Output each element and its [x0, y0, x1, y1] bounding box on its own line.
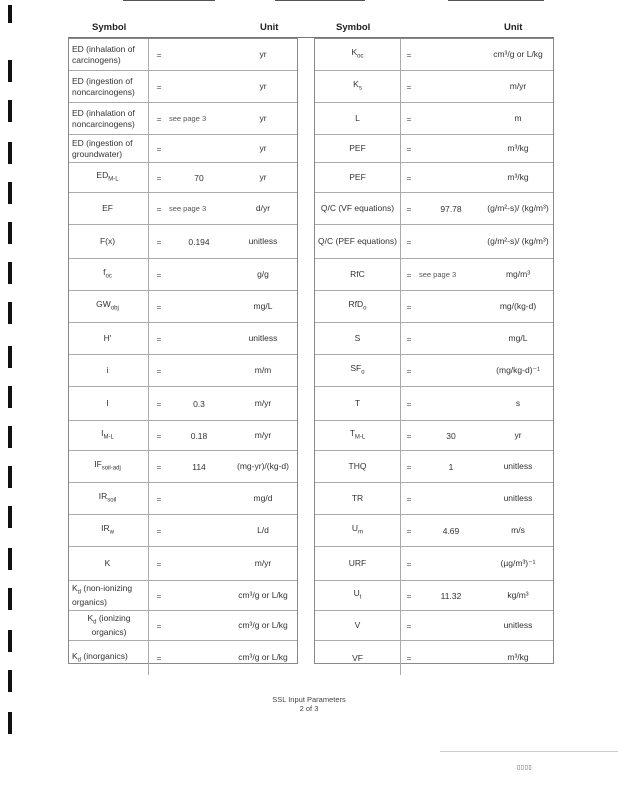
parameter-row — [315, 611, 553, 641]
symbol-subscript: t — [359, 595, 362, 602]
symbol-subscript: s — [358, 86, 362, 93]
parameter-value: 70 — [194, 172, 204, 183]
symbol-text: RfD — [348, 299, 364, 310]
parameter-value — [169, 355, 229, 386]
symbol-subscript: o — [363, 306, 367, 313]
symbol-text: Q/C (PEF equations) — [318, 236, 397, 247]
parameter-row — [69, 163, 297, 193]
parameter-symbol — [315, 581, 401, 610]
parameter-symbol — [69, 611, 149, 640]
equals-sign: = — [156, 333, 162, 344]
symbol-header-left: Symbol — [92, 22, 127, 33]
parameter-row — [69, 515, 297, 547]
table-header — [68, 20, 554, 38]
parameter-symbol — [315, 103, 401, 134]
parameter-row — [69, 135, 297, 163]
equals-sign: = — [406, 430, 412, 441]
parameter-value — [419, 291, 483, 322]
equals-sign: = — [156, 653, 162, 663]
equals-sign: = — [156, 301, 162, 312]
parameter-value: 4.69 — [442, 525, 460, 536]
parameter-symbol — [315, 387, 401, 420]
binding-mark — [8, 588, 12, 610]
parameter-unit: yr — [259, 142, 267, 153]
parameter-row — [315, 547, 553, 581]
parameter-symbol — [69, 547, 149, 580]
parameter-row — [69, 451, 297, 483]
equals-sign: = — [406, 81, 412, 92]
symbol-text: VF — [352, 652, 363, 663]
symbol-text: K — [104, 558, 111, 569]
parameter-value — [419, 323, 483, 354]
parameter-value — [419, 71, 483, 102]
equals-sign: = — [406, 333, 412, 344]
equals-sign: = — [406, 365, 412, 376]
symbol-text: ED (inhalation of noncarcinogens) — [72, 107, 135, 129]
parameter-unit: kg/m³ — [507, 589, 529, 600]
parameter-unit: mg/L — [508, 332, 528, 343]
parameter-unit: m³/kg — [507, 171, 529, 182]
parameter-symbol — [69, 323, 149, 354]
parameter-unit: cm³/g or L/kg — [238, 589, 288, 600]
parameter-value: 1 — [448, 461, 454, 472]
parameter-value — [419, 355, 483, 386]
parameter-row — [315, 483, 553, 515]
parameter-row — [69, 581, 297, 611]
parameter-symbol — [69, 421, 149, 450]
parameter-symbol — [69, 515, 149, 546]
symbol-text: EF — [102, 203, 113, 214]
parameter-value — [419, 225, 483, 258]
parameter-unit: m³/kg — [507, 142, 529, 153]
parameter-unit: L/d — [257, 524, 269, 535]
equals-sign: = — [156, 49, 162, 60]
equals-sign: = — [406, 590, 412, 601]
parameter-unit: m/m — [254, 364, 272, 375]
symbol-text: I — [106, 398, 109, 409]
symbol-text: ED (inhalation of carcinogens) — [72, 43, 135, 65]
parameter-value — [169, 611, 229, 640]
symbol-text: ED — [96, 170, 109, 181]
parameter-symbol — [69, 451, 149, 482]
parameter-value: see page 3 — [419, 270, 457, 279]
equals-sign: = — [156, 81, 162, 92]
equals-sign: = — [406, 525, 412, 536]
parameter-unit: m³/kg — [507, 652, 529, 663]
binding-mark — [8, 60, 12, 82]
parameter-unit: unitless — [503, 460, 533, 471]
parameter-row — [315, 387, 553, 421]
parameter-symbol — [315, 193, 401, 224]
parameter-symbol — [69, 387, 149, 420]
parameter-value — [419, 387, 483, 420]
footer-title: SSL Input Parameters — [272, 695, 346, 704]
parameter-symbol — [315, 547, 401, 580]
parameter-symbol — [315, 323, 401, 354]
parameter-row — [315, 451, 553, 483]
parameter-row — [69, 193, 297, 225]
parameter-row — [315, 291, 553, 323]
binding-mark — [8, 346, 12, 368]
binding-mark — [8, 630, 12, 652]
symbol-qualifier: (non-ionizing organics) — [72, 583, 133, 608]
parameter-row — [69, 483, 297, 515]
parameter-unit: unitless — [248, 235, 278, 246]
parameter-row — [69, 323, 297, 355]
symbol-text: Q/C (VF equations) — [320, 203, 395, 214]
parameter-value: 97.78 — [440, 203, 462, 214]
parameter-unit: mg/(kg-d) — [499, 300, 537, 311]
bottom-rule — [440, 751, 618, 752]
parameter-symbol — [315, 483, 401, 514]
parameter-unit: m — [514, 112, 522, 123]
footer-page-number: 2 of 3 — [299, 704, 319, 713]
equals-sign: = — [156, 398, 162, 409]
parameter-unit: yr — [514, 429, 522, 440]
parameter-unit: unitless — [248, 332, 278, 343]
equals-sign: = — [406, 113, 412, 124]
parameter-value — [169, 291, 229, 322]
symbol-text: ED (ingestion of noncarcinogens) — [72, 75, 135, 97]
parameter-row — [315, 103, 553, 135]
parameter-row — [315, 259, 553, 291]
symbol-subscript: oc — [105, 274, 112, 281]
symbol-text: L — [355, 113, 360, 124]
symbol-subscript: w — [109, 530, 114, 537]
parameter-unit: mg/d — [253, 492, 273, 503]
equals-sign: = — [156, 365, 162, 376]
parameter-unit: g/g — [257, 268, 269, 279]
parameter-symbol — [315, 39, 401, 70]
symbol-text: PEF — [349, 143, 366, 154]
parameter-value — [169, 515, 229, 546]
parameter-row — [315, 641, 553, 675]
parameter-value: 11.32 — [440, 590, 462, 601]
symbol-text: PEF — [349, 172, 366, 183]
symbol-text: S — [354, 333, 361, 344]
parameter-value — [169, 641, 229, 675]
parameter-symbol — [69, 193, 149, 224]
equals-sign: = — [156, 203, 162, 214]
symbol-text: K — [351, 47, 358, 58]
parameter-unit: yr — [259, 48, 267, 59]
symbol-subscript: oc — [357, 54, 364, 61]
symbol-text: RfC — [350, 269, 365, 280]
parameter-unit: d/yr — [255, 202, 271, 213]
parameter-row — [69, 421, 297, 451]
parameter-symbol — [315, 451, 401, 482]
symbol-text: K — [72, 650, 78, 661]
equals-sign: = — [406, 49, 412, 60]
parameter-row — [315, 355, 553, 387]
binding-mark — [8, 386, 12, 408]
parameter-value: see page 3 — [169, 114, 207, 123]
equals-sign: = — [406, 620, 412, 631]
symbol-text: URF — [348, 558, 367, 569]
parameter-row — [69, 259, 297, 291]
parameter-value: 30 — [446, 430, 456, 441]
parameter-unit: (µg/m³)⁻¹ — [500, 557, 536, 568]
parameter-value — [419, 103, 483, 134]
parameter-value — [169, 547, 229, 580]
parameter-row — [69, 103, 297, 135]
binding-mark — [8, 142, 12, 164]
parameter-unit: m/yr — [509, 80, 527, 91]
symbol-subscript: d — [93, 619, 97, 626]
parameter-unit: m/yr — [254, 557, 272, 568]
symbol-text: H' — [103, 333, 112, 344]
symbol-subscript: o — [361, 370, 365, 377]
parameter-symbol — [315, 291, 401, 322]
equals-sign: = — [406, 301, 412, 312]
parameter-symbol — [69, 291, 149, 322]
header-rule — [123, 0, 215, 1]
parameter-unit: cm³/g or L/kg — [493, 48, 543, 59]
header-rule — [275, 0, 365, 1]
binding-mark — [8, 426, 12, 448]
parameter-row — [315, 421, 553, 451]
unit-header-left: Unit — [260, 22, 279, 33]
parameter-symbol — [69, 259, 149, 290]
symbol-subscript: M-L — [103, 435, 114, 442]
parameter-unit: cm³/g or L/kg — [238, 652, 288, 663]
parameter-symbol — [69, 483, 149, 514]
parameter-value: 114 — [192, 461, 206, 472]
parameter-unit: m/yr — [254, 397, 272, 408]
equals-sign: = — [156, 236, 162, 247]
left-parameter-table — [68, 38, 298, 664]
parameter-value — [419, 611, 483, 640]
symbol-text: SF — [350, 363, 362, 374]
parameter-symbol — [69, 135, 149, 162]
parameter-symbol — [315, 163, 401, 192]
parameter-unit: m/s — [511, 524, 525, 535]
symbol-header-right: Symbol — [336, 22, 371, 33]
parameter-unit: s — [515, 397, 521, 408]
symbol-text: V — [354, 620, 361, 631]
equals-sign: = — [156, 430, 162, 441]
parameter-symbol — [69, 355, 149, 386]
parameter-symbol — [315, 421, 401, 450]
equals-sign: = — [406, 236, 412, 247]
parameter-symbol — [69, 103, 149, 134]
symbol-subscript: m — [358, 530, 364, 537]
parameter-unit: yr — [259, 171, 267, 182]
symbol-text: K — [353, 79, 359, 90]
symbol-text: K — [87, 613, 94, 624]
parameter-symbol — [315, 611, 401, 640]
parameter-value — [169, 483, 229, 514]
unit-header-right: Unit — [504, 22, 523, 33]
binding-mark — [8, 182, 12, 204]
parameter-value — [169, 581, 229, 610]
parameter-value — [169, 71, 229, 102]
symbol-text: K — [72, 583, 78, 594]
equals-sign: = — [406, 143, 412, 154]
parameter-row — [69, 291, 297, 323]
equals-sign: = — [156, 620, 162, 631]
binding-mark — [8, 506, 12, 528]
equals-sign: = — [406, 558, 412, 569]
equals-sign: = — [156, 269, 162, 280]
parameter-value: see page 3 — [169, 204, 207, 213]
parameter-value — [419, 483, 483, 514]
parameter-unit: (g/m²-s)/ (kg/m³) — [487, 202, 549, 213]
parameter-symbol — [69, 71, 149, 102]
symbol-text: IR — [98, 491, 108, 502]
symbol-text: f — [103, 267, 106, 278]
parameter-row — [69, 225, 297, 259]
binding-mark — [8, 466, 12, 488]
parameter-unit: cm³/g or L/kg — [238, 619, 288, 630]
symbol-subscript: obj — [110, 306, 119, 313]
equals-sign: = — [156, 590, 162, 601]
equals-sign: = — [406, 398, 412, 409]
symbol-text: IR — [101, 523, 110, 534]
parameter-unit: mg/L — [253, 300, 273, 311]
symbol-subscript: soil-adj — [101, 466, 121, 473]
parameter-unit: (mg/kg-d)⁻¹ — [496, 364, 540, 375]
parameter-symbol — [315, 259, 401, 290]
parameter-row — [315, 163, 553, 193]
equals-sign: = — [406, 653, 412, 663]
parameter-row — [69, 547, 297, 581]
parameter-row — [315, 515, 553, 547]
parameter-value — [419, 547, 483, 580]
symbol-subscript: d — [77, 589, 82, 596]
parameter-symbol — [315, 135, 401, 162]
equals-sign: = — [406, 461, 412, 472]
parameter-row — [69, 355, 297, 387]
symbol-qualifier: (inorganics) — [81, 650, 128, 661]
header-rule — [448, 0, 544, 1]
document-stamp: ▯▯▯▯ — [517, 765, 533, 771]
parameter-row — [315, 581, 553, 611]
parameter-value — [419, 163, 483, 192]
symbol-subscript: d — [77, 657, 82, 664]
equals-sign: = — [156, 558, 162, 569]
parameter-value — [169, 259, 229, 290]
parameter-value — [169, 135, 229, 162]
symbol-text: TR — [351, 493, 364, 504]
equals-sign: = — [406, 493, 412, 504]
parameter-symbol — [315, 641, 401, 675]
symbol-subscript: M-L — [354, 435, 366, 442]
symbol-text: T — [349, 428, 355, 439]
parameter-symbol — [315, 225, 401, 258]
binding-mark — [8, 302, 12, 324]
binding-mark — [8, 712, 12, 734]
parameter-unit: yr — [259, 80, 267, 91]
equals-sign: = — [156, 113, 162, 124]
symbol-text: T — [354, 398, 361, 409]
symbol-text: i — [106, 365, 109, 376]
binding-mark — [8, 670, 12, 692]
equals-sign: = — [406, 269, 412, 280]
parameter-row — [69, 39, 297, 71]
parameter-unit: yr — [259, 112, 267, 123]
parameter-row — [69, 71, 297, 103]
symbol-text: GW — [96, 299, 111, 310]
parameter-row — [315, 323, 553, 355]
parameter-symbol — [69, 641, 149, 675]
binding-mark — [8, 222, 12, 244]
equals-sign: = — [406, 172, 412, 183]
symbol-text: F(x) — [99, 236, 116, 247]
parameter-row — [69, 611, 297, 641]
equals-sign: = — [156, 143, 162, 154]
parameter-value — [419, 641, 483, 675]
binding-mark — [8, 548, 12, 570]
parameter-symbol — [69, 225, 149, 258]
parameter-unit: unitless — [503, 492, 533, 503]
symbol-text: U — [351, 523, 359, 534]
parameter-row — [315, 193, 553, 225]
parameter-row — [315, 71, 553, 103]
symbol-text: U — [353, 588, 360, 599]
parameter-row — [69, 387, 297, 421]
symbol-text: IF — [94, 459, 102, 470]
symbol-subscript: soil — [107, 498, 117, 505]
parameter-symbol — [315, 71, 401, 102]
parameter-unit: (g/m²-s)/ (kg/m³) — [487, 235, 549, 246]
parameter-row — [69, 641, 297, 675]
right-parameter-table — [314, 38, 554, 664]
equals-sign: = — [156, 172, 162, 183]
parameter-value: 0.194 — [188, 236, 210, 247]
symbol-subscript: M-L — [108, 177, 119, 184]
parameter-value — [419, 135, 483, 162]
symbol-text: THQ — [348, 461, 367, 472]
parameter-symbol — [315, 515, 401, 546]
binding-mark — [8, 100, 12, 122]
parameter-unit: (mg-yr)/(kg-d) — [237, 460, 289, 471]
parameter-symbol — [315, 355, 401, 386]
binding-mark — [8, 5, 12, 23]
equals-sign: = — [406, 203, 412, 214]
parameter-row — [315, 39, 553, 71]
equals-sign: = — [156, 525, 162, 536]
equals-sign: = — [156, 461, 162, 472]
symbol-text: I — [101, 428, 104, 439]
parameter-unit: mg/m³ — [505, 268, 531, 279]
parameter-unit: m/yr — [254, 429, 272, 440]
parameter-symbol — [69, 39, 149, 70]
parameter-unit: unitless — [503, 619, 533, 630]
parameter-row — [315, 225, 553, 259]
symbol-qualifier: (ionizing organics) — [91, 613, 131, 638]
parameter-value — [419, 39, 483, 70]
parameter-value: 0.18 — [190, 430, 208, 441]
symbol-text: ED (ingestion of groundwater) — [72, 137, 133, 159]
parameter-symbol — [69, 163, 149, 192]
binding-mark — [8, 262, 12, 284]
parameter-value — [169, 323, 229, 354]
parameter-symbol — [69, 581, 149, 610]
parameter-row — [315, 135, 553, 163]
parameter-value — [169, 39, 229, 70]
equals-sign: = — [156, 493, 162, 504]
parameter-value: 0.3 — [193, 398, 205, 409]
